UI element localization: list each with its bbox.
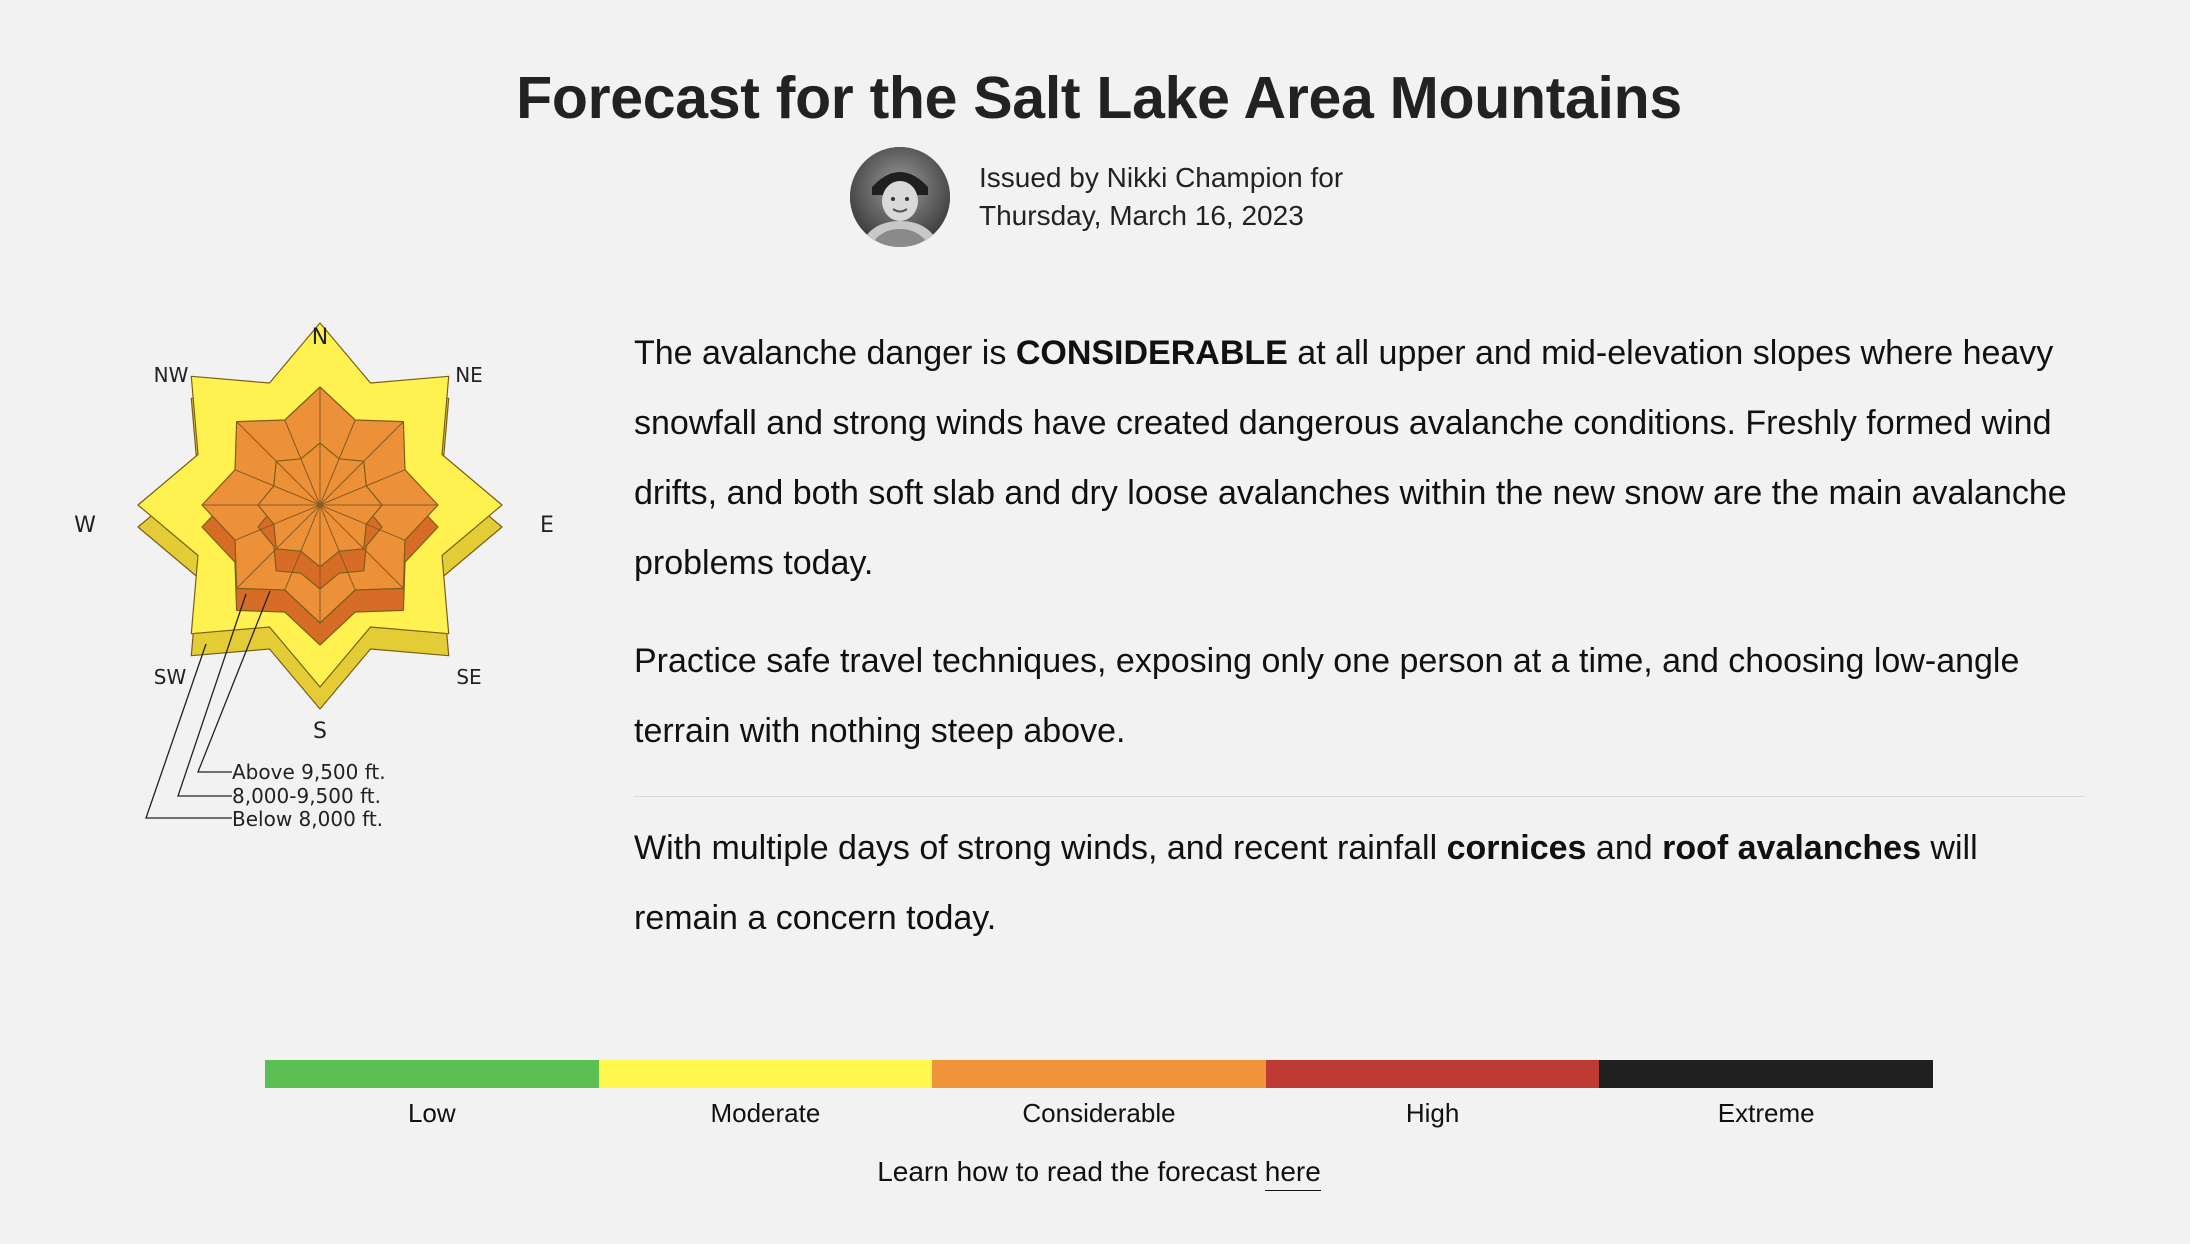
issued-by: Issued by Nikki Champion for [979, 162, 1344, 193]
direction-label-s: S [313, 719, 327, 744]
direction-label-nw: NW [153, 363, 189, 387]
summary-divider [634, 796, 2084, 797]
danger-rose-graphic [60, 310, 560, 850]
danger-scale [265, 1060, 1933, 1129]
summary-paragraph-2: Practice safe travel techniques, exposing only one person at a time, and choosing low-angle terrain with nothing steep above. [634, 642, 2020, 750]
danger-scale-high-bar [1266, 1060, 1600, 1088]
danger-scale-moderate-bar [599, 1060, 933, 1088]
danger-scale-extreme-bar [1599, 1060, 1933, 1088]
danger-scale-extreme [1599, 1060, 1933, 1129]
danger-scale-extreme-label: Extreme [1717, 1098, 1815, 1128]
danger-scale-moderate-label: Moderate [710, 1098, 821, 1128]
direction-label-se: SE [456, 665, 482, 689]
direction-label-w: W [74, 513, 96, 538]
danger-scale-moderate [599, 1060, 933, 1129]
direction-label-sw: SW [153, 665, 187, 689]
danger-scale-low-bar [265, 1060, 599, 1088]
summary-paragraph-1: The avalanche danger is CONSIDERABLE at all upper and mid-elevation slopes where heavy snowfall and strong winds have created dangerous avalanche conditions. Freshly formed wind drifts, and both soft slab and dry loose avalanches within the new snow are the main avalanche problems today. [634, 334, 2067, 582]
danger-rating-text: CONSIDERABLE [1015, 334, 1288, 372]
danger-scale-considerable [932, 1060, 1266, 1129]
legend-upper: Above 9,500 ft. [232, 760, 386, 784]
legend-middle: 8,000-9,500 ft. [232, 784, 381, 808]
danger-scale-low [265, 1060, 599, 1129]
danger-scale-low-label: Low [407, 1098, 456, 1128]
page-title: Forecast for the Salt Lake Area Mountains [516, 65, 1682, 131]
direction-label-n: N [311, 325, 329, 350]
danger-scale-high [1266, 1060, 1600, 1129]
issue-date: Thursday, March 16, 2023 [979, 200, 1304, 231]
direction-label-e: E [540, 513, 554, 538]
summary-paragraph-3: With multiple days of strong winds, and recent rainfall cornices and roof avalanches will remain a concern today. [634, 829, 1978, 937]
danger-scale-considerable-bar [932, 1060, 1266, 1088]
byline-text [979, 159, 1343, 235]
forecast-summary [634, 318, 2084, 953]
legend-lower: Below 8,000 ft. [232, 807, 384, 831]
danger-scale-high-label: High [1405, 1098, 1460, 1128]
learn-forecast-line: Learn how to read the forecast here [0, 1156, 2190, 1188]
danger-scale-considerable-label: Considerable [1022, 1098, 1176, 1128]
danger-rose [60, 310, 560, 850]
forecaster-byline [850, 146, 1343, 248]
forecaster-avatar [850, 147, 950, 247]
direction-label-ne: NE [455, 363, 483, 387]
learn-forecast-link[interactable]: here [1265, 1156, 1321, 1191]
